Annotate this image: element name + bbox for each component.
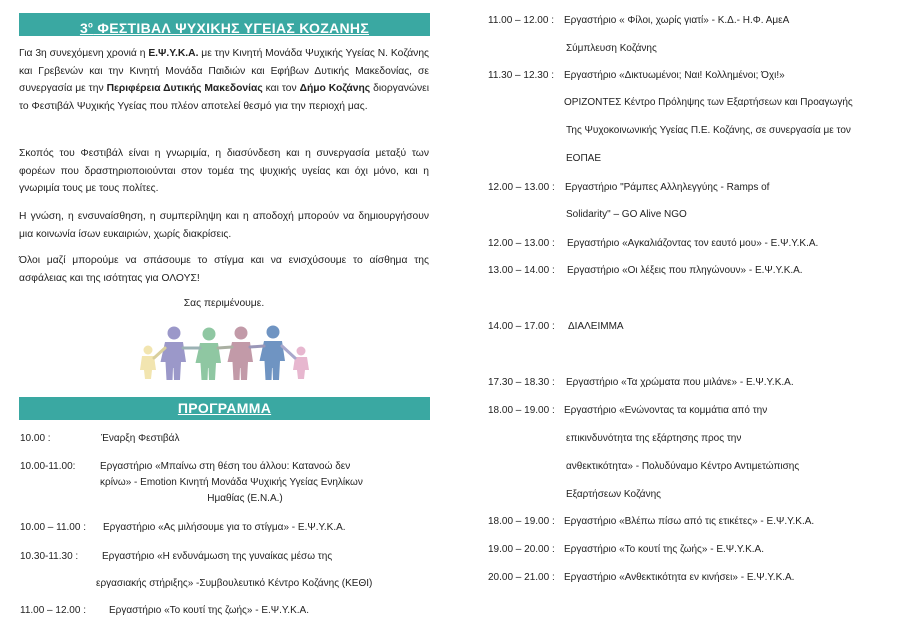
intro-paragraph-1: Για 3η συνεχόμενη χρονιά η Ε.Ψ.Υ.Κ.Α. με την Κινητή Μονάδα Ψυχικής Υγείας Ν. Κοζάνης και Γρεβενών και την Κινητή Μονάδα Παιδιών και Εφήβων Δυτικής Μακεδονίας, σε συνεργασία με την Περιφέρεια Δυτικής Μακεδονίας και τον Δήμο Κοζάνης διοργανώνει το Φεστιβάλ Ψυχικής Υγείας που πλέον αποτελεί θεσμό για την περιοχή μας. bbox=[19, 48, 430, 112]
program-item-line: Σύμπλευση Κοζάνης bbox=[566, 43, 657, 54]
program-item-line: Εξαρτήσεων Κοζάνης bbox=[566, 489, 661, 500]
program-item-line: ανθεκτικότητα» - Πολυδύναμο Κέντρο Αντιμετώπισης bbox=[566, 461, 800, 472]
program-item: 11.30 – 12.30 : Εργαστήριο «Δικτυωμένοι; Ναι! Κολλημένοι; Όχι!» bbox=[488, 70, 785, 81]
program-banner: ΠΡΟΓΡΑΜΜΑ bbox=[19, 397, 430, 420]
program-item: 10.30-11.30 : Εργαστήριο «Η ενδυνάμωση της γυναίκας μέσω της bbox=[20, 551, 333, 562]
program-item: 20.00 – 21.00 : Εργαστήριο «Ανθεκτικότητα εν κινήσει» - Ε.Ψ.Υ.Κ.Α. bbox=[488, 572, 795, 583]
intro-paragraph-4: Όλοι μαζί μπορούμε να σπάσουμε το στίγμα και να ενισχύσουμε το αίσθημα της ασφάλειας και της ισότητας για ΟΛΟΥΣ! bbox=[19, 255, 429, 284]
program-item: 10.00 – 11.00 : Εργαστήριο «Ας μιλήσουμε για το στίγμα» - Ε.Ψ.Υ.Κ.Α. bbox=[20, 522, 346, 533]
program-item-line: εργασιακής στήριξης» -Συμβουλευτικό Κέντρο Κοζάνης (ΚΕΘΙ) bbox=[96, 578, 373, 589]
program-item: 12.00 – 13.00 : Εργαστήριο «Αγκαλιάζοντας τον εαυτό μου» - Ε.Ψ.Υ.Κ.Α. bbox=[488, 238, 819, 249]
people-holding-hands-icon bbox=[137, 324, 313, 380]
program-item: 11.00 – 12.00 : Εργαστήριο «Το κουτί της ζωής» - Ε.Ψ.Υ.Κ.Α. bbox=[20, 605, 309, 616]
program-item-line: επικινδυνότητα της εξάρτησης προς την bbox=[566, 433, 742, 444]
program-break: 14.00 – 17.00 : ΔΙΑΛΕΙΜΜΑ bbox=[488, 321, 624, 332]
program-item-line: Ημαθίας (Ε.Ν.Α.) bbox=[207, 493, 283, 504]
program-item: 18.00 – 19.00 : Εργαστήριο «Ενώνοντας τα κομμάτια από την bbox=[488, 405, 768, 416]
program-item-line: ΟΡΙΖΟΝΤΕΣ Κέντρο Πρόληψης των Εξαρτήσεων και Προαγωγής bbox=[564, 97, 853, 108]
festival-title: $3^o$ ΦΕΣΤΙΒΑΛ ΨΥΧΙΚΗΣ ΥΓΕΙΑΣ ΚΟΖΑΝΗΣ bbox=[79, 19, 370, 36]
program-item: 11.00 – 12.00 : Εργαστήριο « Φίλοι, χωρίς γιατί» - Κ.Δ.- Η.Φ. ΑμεΑ bbox=[488, 15, 790, 26]
program-item: 18.00 – 19.00 : Εργαστήριο «Βλέπω πίσω από τις ετικέτες» - Ε.Ψ.Υ.Κ.Α. bbox=[488, 516, 815, 527]
program-item: 13.00 – 14.00 : Εργαστήριο «Οι λέξεις που πληγώνουν» - Ε.Ψ.Υ.Κ.Α. bbox=[488, 265, 803, 276]
program-item-line: Solidarity" – GO Alive NGO bbox=[566, 209, 687, 220]
intro-paragraph-3: Η γνώση, η ενσυναίσθηση, η συμπερίληψη και η αποδοχή μπορούν να δημιουργήσουν μια κοινωνία ίσων ευκαιριών, χωρίς διακρίσεις. bbox=[19, 211, 429, 240]
intro-paragraph-2: Σκοπός του Φεστιβάλ είναι η γνωριμία, η διασύνδεση και η συνεργασία μεταξύ των φορέων που δραστηριοποιούνται στον τομέα της ψυχικής υγείας και όχι μόνο, και η γνωριμία τους με τους πολίτες. bbox=[19, 148, 429, 194]
program-item: 12.00 – 13.00 : Εργαστήριο "Ράμπες Αλληλεγγύης - Ramps of bbox=[488, 182, 770, 193]
closing-text: Σας περιμένουμε. bbox=[183, 298, 265, 309]
program-item: 10.00 : Έναρξη Φεστιβάλ bbox=[20, 433, 180, 444]
program-item: 19.00 – 20.00 : Εργαστήριο «Το κουτί της ζωής» - Ε.Ψ.Υ.Κ.Α. bbox=[488, 544, 764, 555]
program-item-line: ΕΟΠΑΕ bbox=[566, 153, 602, 164]
program-item: 17.30 – 18.30 : Εργαστήριο «Τα χρώματα που μιλάνε» - Ε.Ψ.Υ.Κ.Α. bbox=[488, 377, 794, 388]
program-item: 10.00-11.00: Εργαστήριο «Μπαίνω στη θέση του άλλου: Κατανοώ δεν bbox=[20, 461, 351, 472]
program-item-line: κρίνω» - Emotion Κινητή Μονάδα Ψυχικής Υγείας Ενηλίκων bbox=[100, 477, 363, 488]
festival-title-banner bbox=[19, 13, 430, 36]
program-item-line: Της Ψυχοκοινωνικής Υγείας Π.Ε. Κοζάνης, σε συνεργασία με τον bbox=[566, 125, 851, 136]
